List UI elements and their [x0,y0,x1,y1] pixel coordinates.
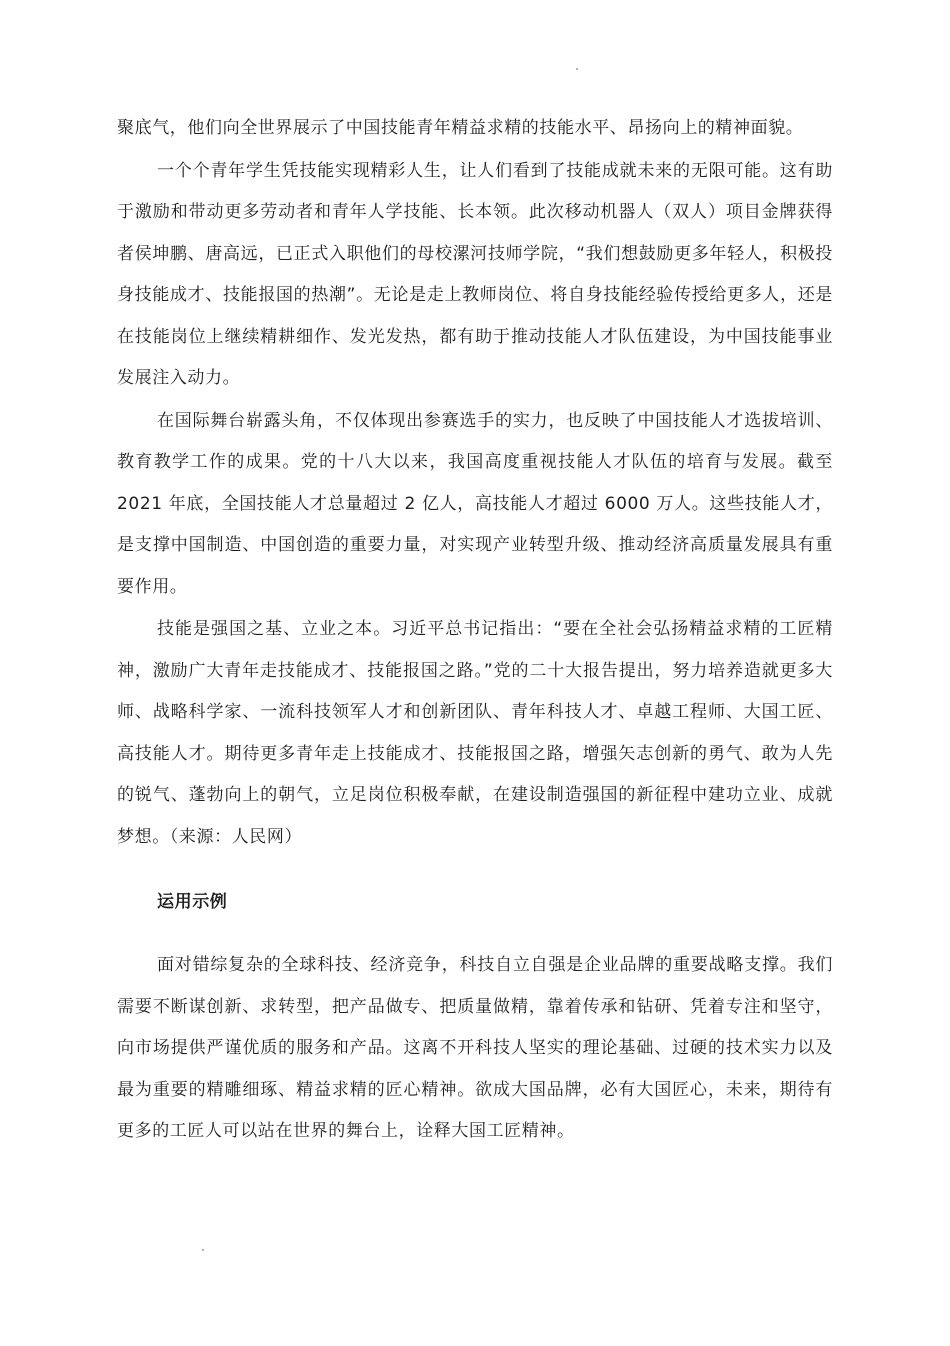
article-body [117,108,833,1153]
section-heading: 运用示例 [157,892,228,912]
page-mark-dot [576,68,578,70]
paragraph-skills-foundation: 技能是强国之基、立业之本。习近平总书记指出：“要在全社会弘扬精益求精的工匠精神，激励广大青年走技能成才、技能报国之路。”党的二十大报告提出，努力培养造就更多大师、战略科学家、一流科技领军人才和创新团队、青年科技人才、卓越工程师、大国工匠、高技能人才。期待更多青年走上技能成才、技能报国之路，增强矢志创新的勇气、敢为人先的锐气、蓬勃向上的朝气，立足岗位积极奉献，在建设制造强国的新征程中建功立业、成就梦想。（来源：人民网） [117,619,833,847]
paragraph-skills-youth: 一个个青年学生凭技能实现精彩人生，让人们看到了技能成就未来的无限可能。这有助于激励和带动更多劳动者和青年人学技能、长本领。此次移动机器人（双人）项目金牌获得者侯坤鹏、唐高远，已正式入职他们的母校漯河技师学院，“我们想鼓励更多年轻人，积极投身技能成才、技能报国的热潮”。无论是走上教师岗位、将自身技能经验传授给更多人，还是在技能岗位上继续精耕细作、发光发热，都有助于推动技能人才队伍建设，为中国技能事业发展注入动力。 [117,160,833,388]
paragraph-usage-example: 面对错综复杂的全球科技、经济竞争，科技自立自强是企业品牌的重要战略支撑。我们需要不断谋创新、求转型，把产品做专、把质量做精，靠着传承和钻研、凭着专注和坚守，向市场提供严谨优质的服务和产品。这离不开科技人坚实的理论基础、过硬的技术实力以及最为重要的精雕细琢、精益求精的匠心精神。欲成大国品牌，必有大国匠心，未来，期待有更多的工匠人可以站在世界的舞台上，诠释大国工匠精神。 [117,955,833,1141]
paragraph-continuation: 聚底气，他们向全世界展示了中国技能青年精益求精的技能水平、昂扬向上的精神面貌。 [117,118,804,138]
page-mark-dot [202,1249,204,1251]
paragraph-international-stage: 在国际舞台崭露头角，不仅体现出参赛选手的实力，也反映了中国技能人才选拔培训、教育教学工作的成果。党的十八大以来，我国高度重视技能人才队伍的培育与发展。截至 2021 年底，全国技能人才总量超过 2 亿人，高技能人才超过 6000 万人。这些技能人才，是支撑中国制造、中国创造的重要力量，对实现产业转型升级、推动经济高质量发展具有重要作用。 [117,410,833,597]
